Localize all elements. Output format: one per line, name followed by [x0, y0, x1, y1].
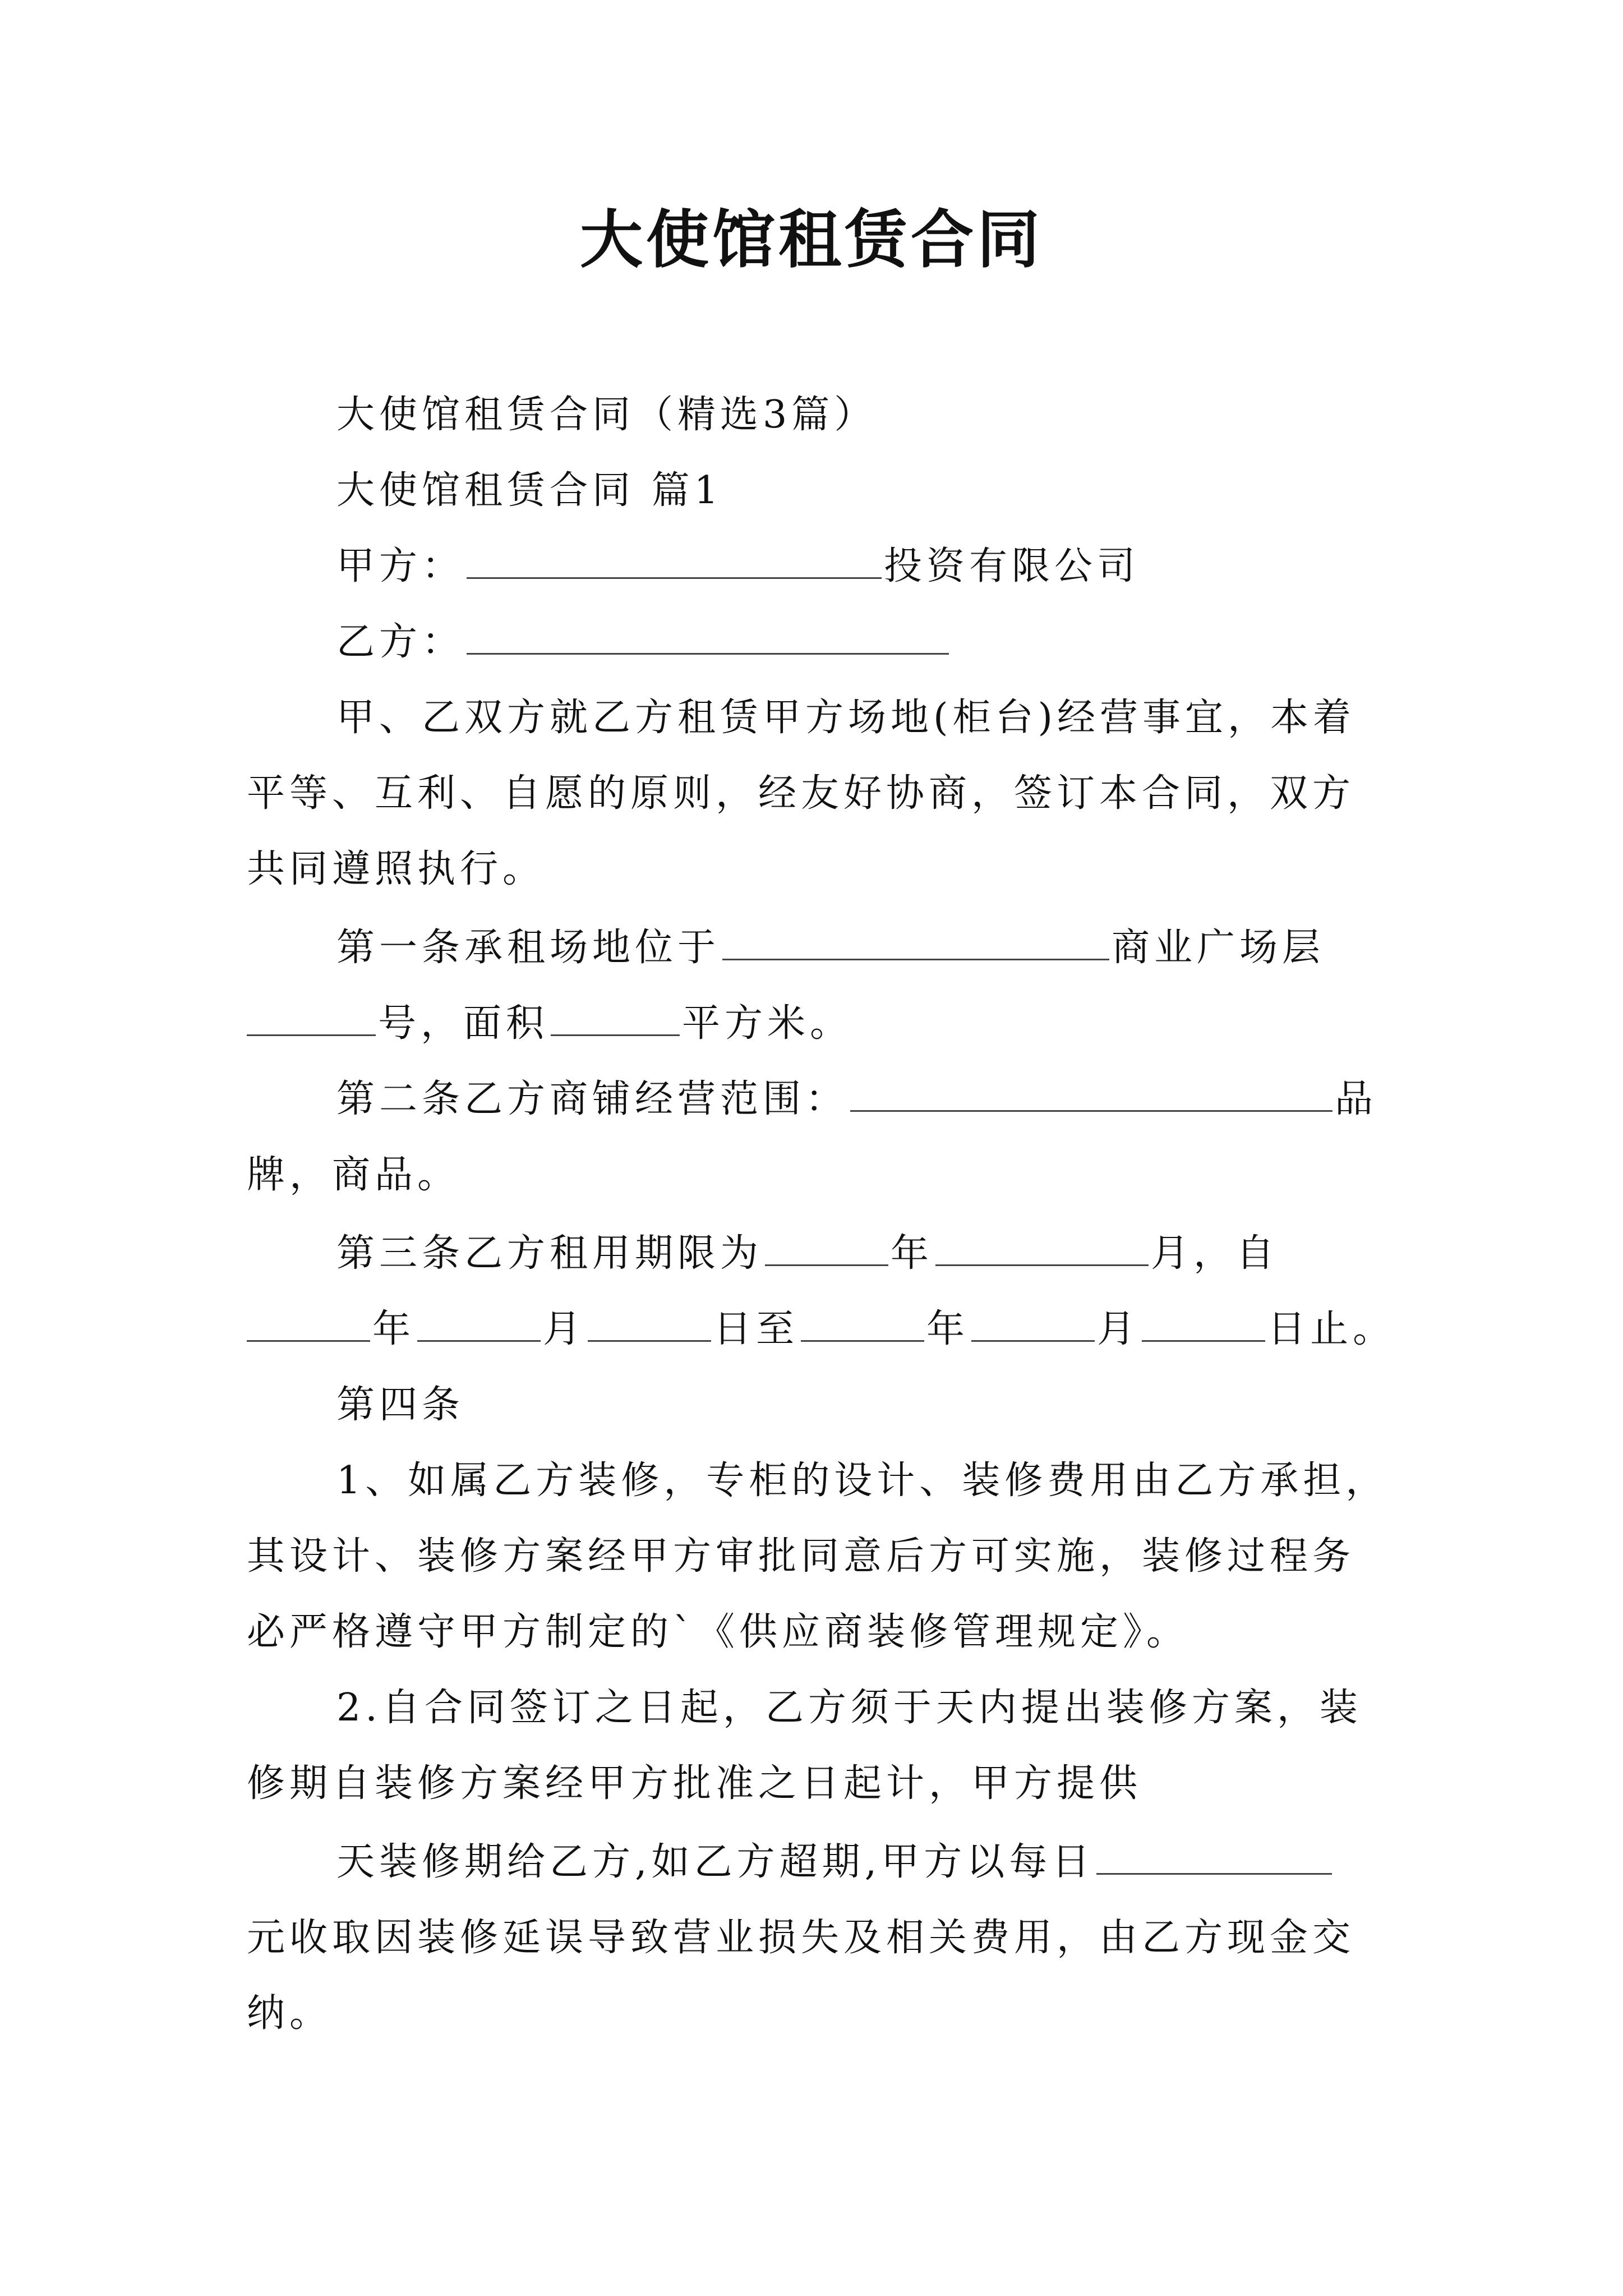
- article-3-text-a: 第三条乙方租用期限为: [336, 1231, 763, 1276]
- article-2-text-b: 品: [1335, 1077, 1378, 1121]
- article-1-text-a: 第一条承租场地位于: [336, 926, 721, 970]
- article-3-month: 月，自: [1151, 1231, 1279, 1276]
- party-a-label: 甲方：: [336, 544, 465, 588]
- clause-2-line-4: 元收取因装修延误导致营业损失及相关费用，由乙方现金交: [247, 1916, 1355, 1960]
- start-month-blank: [417, 1304, 541, 1342]
- article-1-line-1: [336, 920, 1475, 976]
- article-3-line-1: [336, 1226, 1475, 1282]
- article-2-scope-blank: [850, 1074, 1332, 1112]
- end-month-label: 月: [1097, 1307, 1140, 1351]
- part-heading: 大使馆租赁合同 篇1: [336, 468, 723, 513]
- start-day-label: 日至: [713, 1307, 799, 1351]
- subtitle: 大使馆租赁合同（精选3篇）: [336, 393, 877, 437]
- article-3-years-blank: [765, 1228, 888, 1266]
- article-1-text-c: 号，面积: [378, 1001, 549, 1046]
- start-year-blank: [247, 1304, 370, 1342]
- intro-line-1: 甲、乙双方就乙方租赁甲方场地(柜台)经营事宜，本着: [336, 696, 1356, 740]
- party-b-label: 乙方：: [336, 620, 465, 664]
- end-year-blank: [801, 1304, 924, 1342]
- article-3-year: 年: [891, 1231, 934, 1276]
- party-b-blank: [467, 617, 949, 655]
- document-title: 大使馆租赁合同: [580, 203, 1043, 277]
- article-1-number-blank: [247, 999, 376, 1036]
- article-1-location-blank: [722, 923, 1109, 960]
- intro-line-2: 平等、互利、自愿的原则，经友好协商，签订本合同，双方: [247, 771, 1355, 816]
- clause-2-line-1: 2.自合同签订之日起，乙方须于天内提出装修方案，装: [336, 1686, 1362, 1730]
- article-2-text-a: 第二条乙方商铺经营范围：: [336, 1077, 849, 1121]
- article-2-line-2: 牌，商品。: [247, 1153, 460, 1197]
- clause-1-line-3: 必严格遵守甲方制定的`《供应商装修管理规定》。: [247, 1610, 1189, 1654]
- party-a-suffix: 投资有限公司: [884, 544, 1140, 588]
- article-1-text-d: 平方米。: [682, 1001, 853, 1046]
- article-3-months-blank: [935, 1228, 1149, 1266]
- party-b-line: [336, 614, 1475, 670]
- end-month-blank: [971, 1304, 1095, 1342]
- start-month-label: 月: [543, 1307, 586, 1351]
- intro-line-3: 共同遵照执行。: [247, 847, 546, 891]
- start-day-blank: [588, 1304, 711, 1342]
- article-2-line-1: [336, 1071, 1475, 1128]
- article-1-area-blank: [551, 999, 680, 1036]
- party-a-blank: [467, 541, 882, 579]
- article-3-line-2: [247, 1301, 1396, 1358]
- article-4-heading: 第四条: [336, 1383, 465, 1427]
- end-day-blank: [1142, 1304, 1265, 1342]
- clause-1-line-1: 1、如属乙方装修，专柜的设计、装修费用由乙方承担，: [336, 1458, 1389, 1503]
- article-1-line-2: [247, 996, 1385, 1052]
- clause-2-line-5: 纳。: [247, 1991, 333, 2036]
- end-year-label: 年: [926, 1307, 970, 1351]
- start-year-label: 年: [372, 1307, 416, 1351]
- clause-2-line-2: 修期自装修方案经甲方批准之日起计，甲方提供: [247, 1761, 1142, 1806]
- article-1-text-b: 商业广场层: [1112, 926, 1325, 970]
- end-day-label: 日止。: [1267, 1307, 1396, 1351]
- clause-2-text-c: 天装修期给乙方,如乙方超期,甲方以每日: [336, 1840, 1095, 1884]
- clause-1-line-2: 其设计、装修方案经甲方审批同意后方可实施，装修过程务: [247, 1534, 1355, 1579]
- party-a-line: [336, 539, 1475, 595]
- clause-2-line-3: [336, 1834, 1475, 1890]
- daily-fee-blank: [1096, 1837, 1332, 1875]
